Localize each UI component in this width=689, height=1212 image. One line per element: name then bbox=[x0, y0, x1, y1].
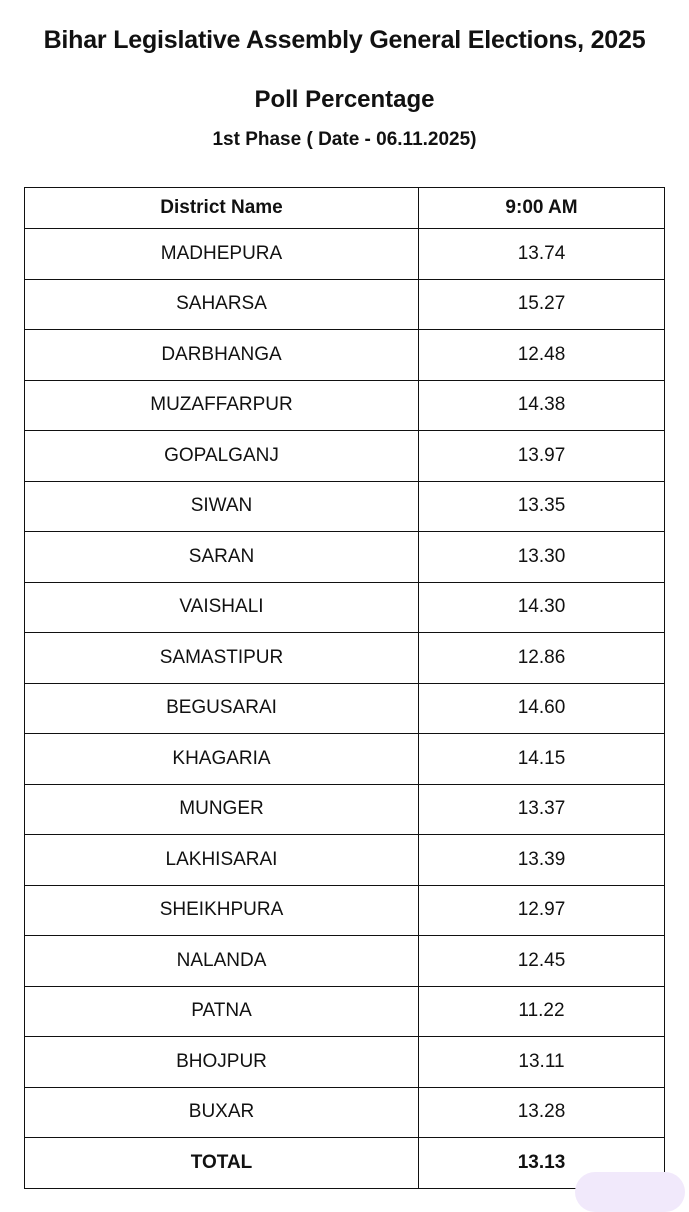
district-name-cell: NALANDA bbox=[25, 936, 419, 987]
district-name-cell: MADHEPURA bbox=[25, 229, 419, 280]
total-label-cell: TOTAL bbox=[25, 1138, 419, 1189]
district-name-cell: SAHARSA bbox=[25, 279, 419, 330]
district-name-cell: BEGUSARAI bbox=[25, 683, 419, 734]
poll-percentage-cell: 14.38 bbox=[419, 380, 665, 431]
table-row bbox=[25, 1037, 665, 1088]
table-row bbox=[25, 431, 665, 482]
poll-percentage-cell: 14.15 bbox=[419, 734, 665, 785]
document-title: Bihar Legislative Assembly General Elections, 2025 bbox=[43, 26, 646, 54]
poll-percentage-cell: 13.28 bbox=[419, 1087, 665, 1138]
table-row bbox=[25, 380, 665, 431]
table-row bbox=[25, 481, 665, 532]
phase-date-line: 1st Phase ( Date - 06.11.2025) bbox=[212, 129, 477, 150]
poll-percentage-cell: 13.11 bbox=[419, 1037, 665, 1088]
table-row bbox=[25, 532, 665, 583]
district-name-cell: SARAN bbox=[25, 532, 419, 583]
table-row bbox=[25, 582, 665, 633]
poll-percentage-cell: 11.22 bbox=[419, 986, 665, 1037]
table-body bbox=[25, 229, 665, 1189]
district-name-cell: SHEIKHPURA bbox=[25, 885, 419, 936]
district-name-cell: BHOJPUR bbox=[25, 1037, 419, 1088]
poll-percentage-cell: 12.48 bbox=[419, 330, 665, 381]
district-name-cell: DARBHANGA bbox=[25, 330, 419, 381]
table-row bbox=[25, 936, 665, 987]
poll-percentage-cell: 13.35 bbox=[419, 481, 665, 532]
district-name-cell: PATNA bbox=[25, 986, 419, 1037]
total-row bbox=[25, 1138, 665, 1189]
district-name-cell: SAMASTIPUR bbox=[25, 633, 419, 684]
district-name-cell: LAKHISARAI bbox=[25, 835, 419, 886]
table-row bbox=[25, 633, 665, 684]
poll-percentage-cell: 14.60 bbox=[419, 683, 665, 734]
district-name-cell: MUZAFFARPUR bbox=[25, 380, 419, 431]
poll-percentage-cell: 13.74 bbox=[419, 229, 665, 280]
table-row bbox=[25, 784, 665, 835]
total-value-cell: 13.13 bbox=[419, 1138, 665, 1189]
poll-percentage-table bbox=[24, 187, 665, 1189]
poll-percentage-cell: 14.30 bbox=[419, 582, 665, 633]
table-row bbox=[25, 734, 665, 785]
column-header-time: 9:00 AM bbox=[419, 188, 665, 229]
table-row bbox=[25, 330, 665, 381]
district-name-cell: MUNGER bbox=[25, 784, 419, 835]
table-row bbox=[25, 1087, 665, 1138]
poll-percentage-cell: 13.97 bbox=[419, 431, 665, 482]
poll-percentage-cell: 12.45 bbox=[419, 936, 665, 987]
corner-overlay-blob bbox=[575, 1172, 685, 1212]
document-subtitle: Poll Percentage bbox=[254, 86, 435, 113]
poll-percentage-cell: 15.27 bbox=[419, 279, 665, 330]
poll-percentage-cell: 12.97 bbox=[419, 885, 665, 936]
table-row bbox=[25, 885, 665, 936]
table-row bbox=[25, 229, 665, 280]
poll-percentage-cell: 13.37 bbox=[419, 784, 665, 835]
table-row bbox=[25, 835, 665, 886]
district-name-cell: SIWAN bbox=[25, 481, 419, 532]
poll-percentage-cell: 13.30 bbox=[419, 532, 665, 583]
table-row bbox=[25, 986, 665, 1037]
district-name-cell: KHAGARIA bbox=[25, 734, 419, 785]
poll-percentage-cell: 13.39 bbox=[419, 835, 665, 886]
table-row bbox=[25, 683, 665, 734]
table-row bbox=[25, 279, 665, 330]
district-name-cell: VAISHALI bbox=[25, 582, 419, 633]
table-header-row bbox=[25, 188, 665, 229]
district-name-cell: BUXAR bbox=[25, 1087, 419, 1138]
column-header-district: District Name bbox=[25, 188, 419, 229]
district-name-cell: GOPALGANJ bbox=[25, 431, 419, 482]
poll-percentage-cell: 12.86 bbox=[419, 633, 665, 684]
